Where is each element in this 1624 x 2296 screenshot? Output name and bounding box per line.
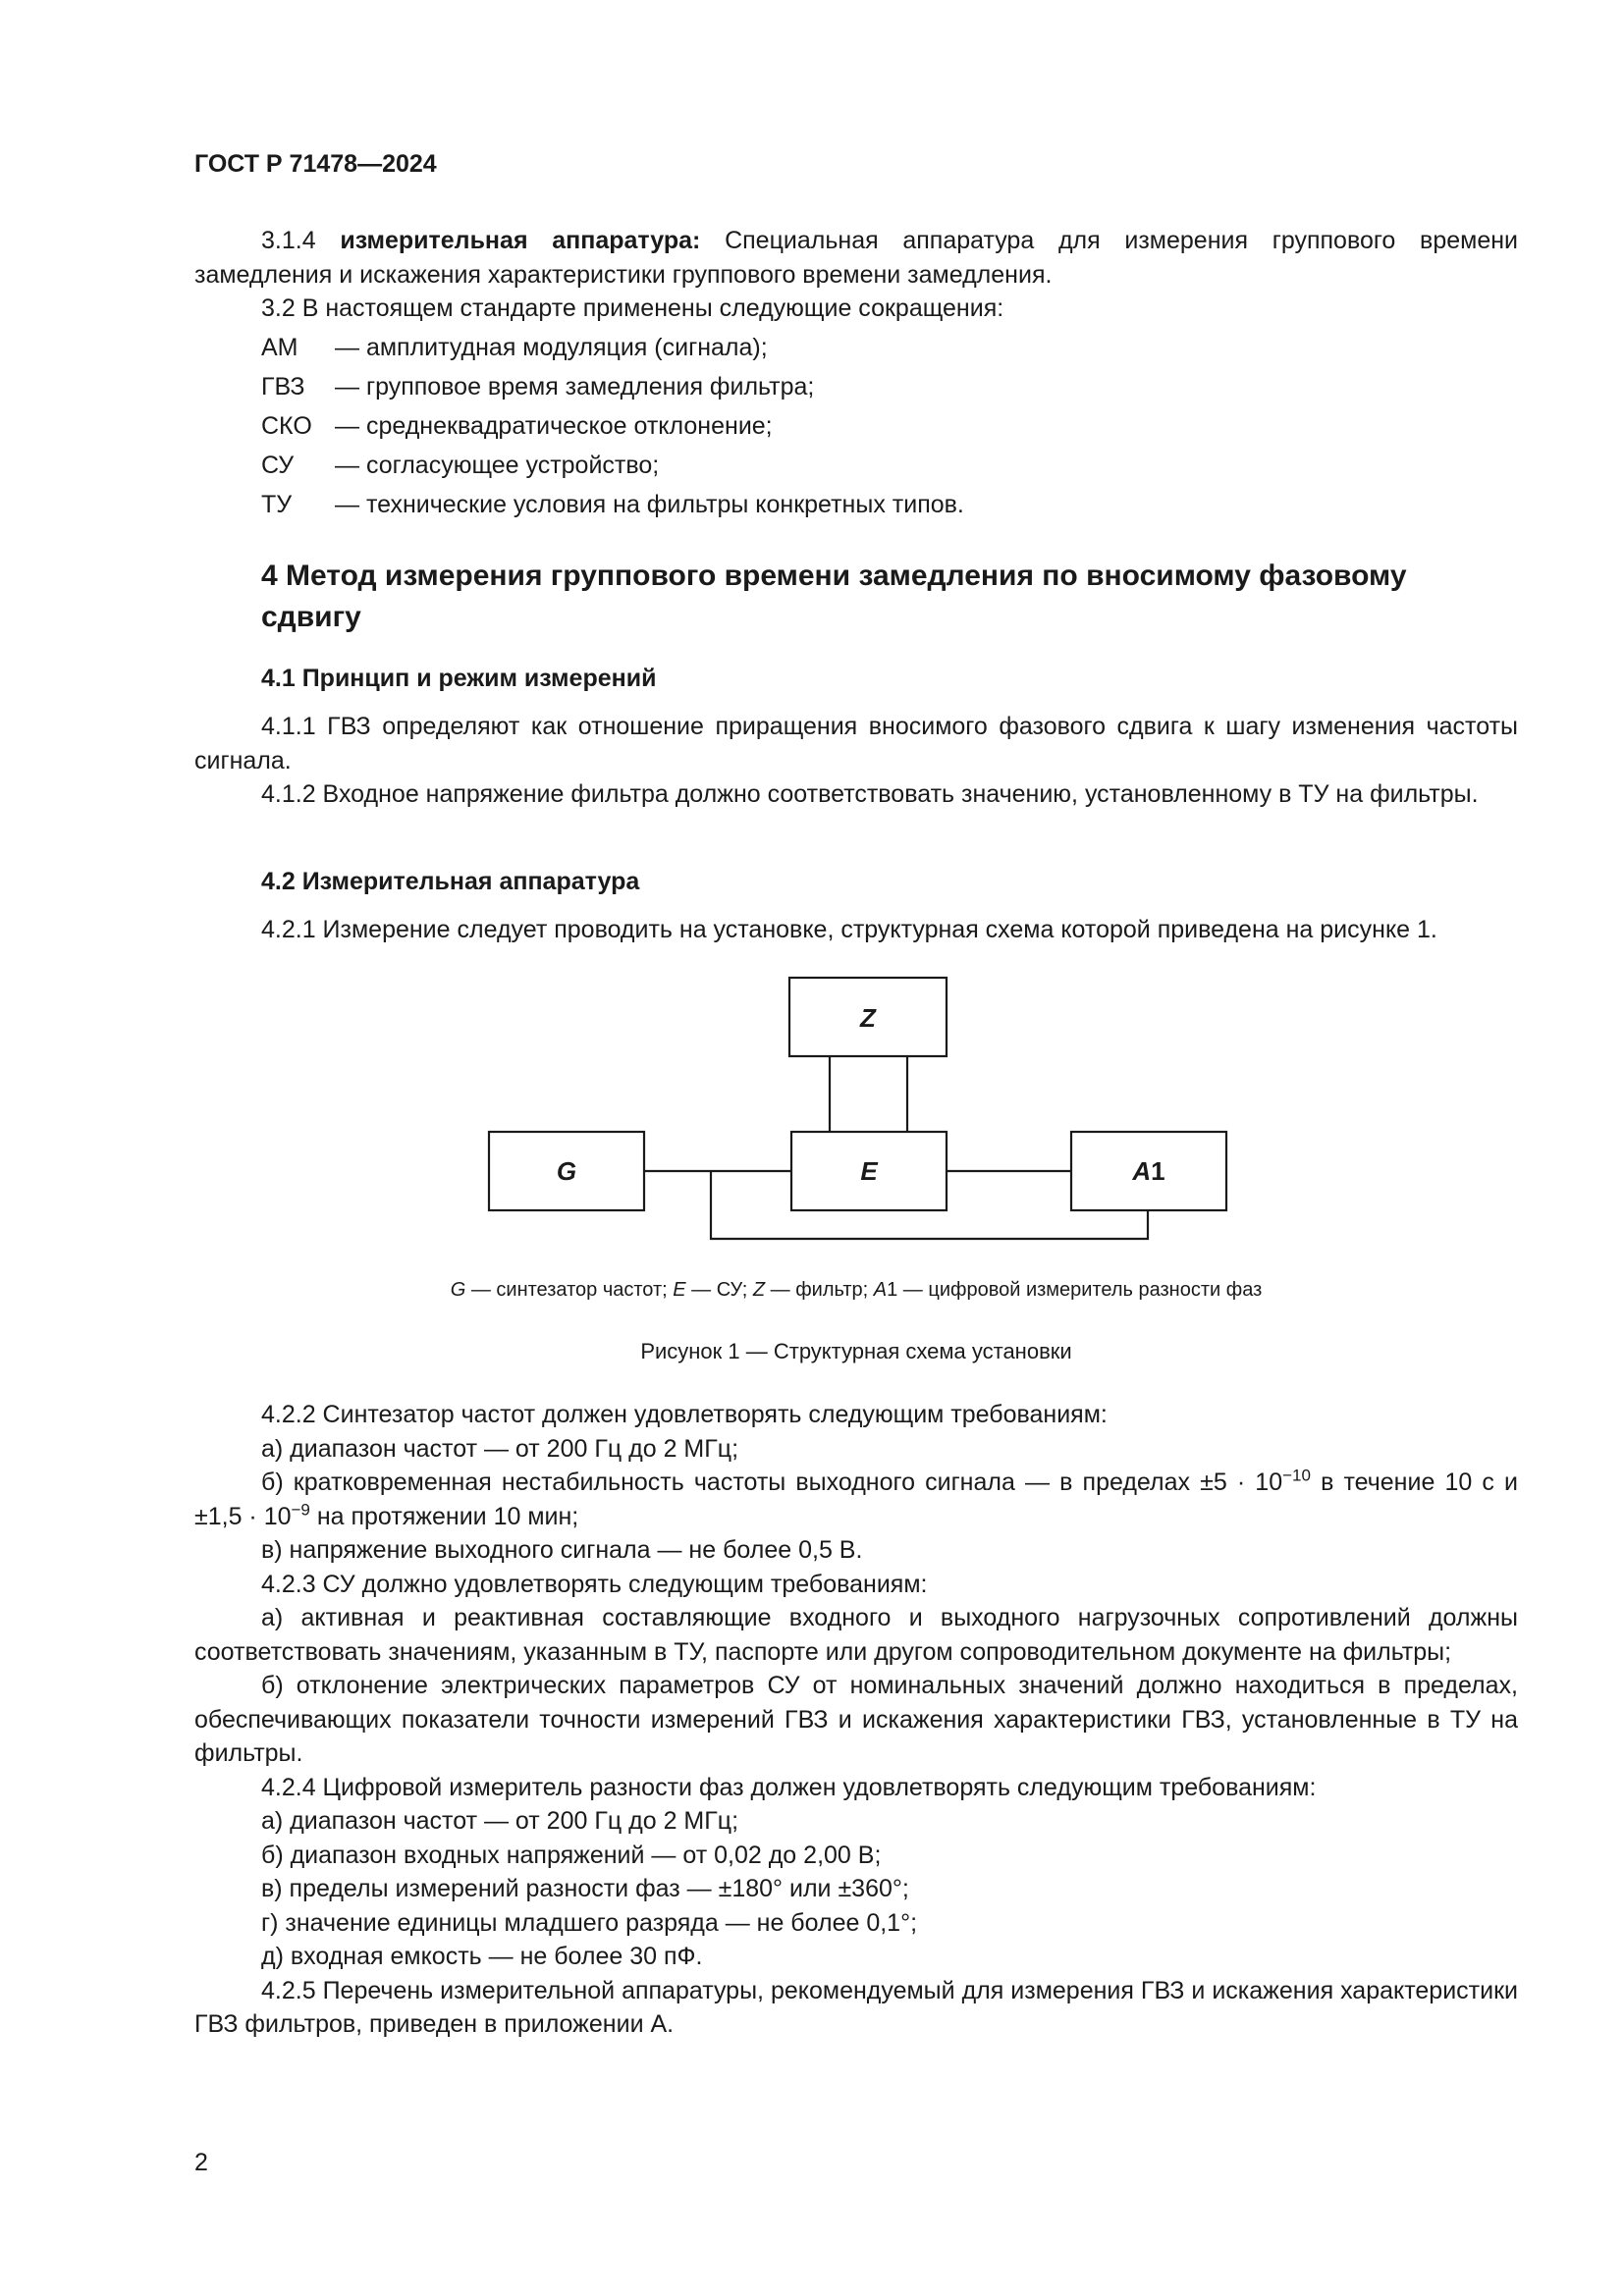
figure-caption: Рисунок 1 — Структурная схема установки: [640, 1339, 1072, 1363]
abbreviation-definition: — групповое время замедления фильтра;: [335, 373, 815, 400]
term-definition: Специальная аппаратура для измерения группового времени замедления и искажения характеристики группового времени замедления.: [194, 227, 1518, 289]
abbreviation-term: СУ: [261, 452, 295, 479]
abbreviation-term: СКО: [261, 412, 312, 440]
section-4-1-heading: 4.1 Принцип и режим измерений: [261, 665, 657, 692]
document-page: [194, 0, 1518, 2296]
item-4-2-3-a: а) активная и реактивная составляющие входного и выходного нагрузочных сопротивлений должны соответствовать значениям, указанным в ТУ, паспорте или другом сопроводительном документе на фильтры;: [194, 1604, 1518, 1666]
figure-legend: [194, 1279, 1518, 1302]
connection-bypass: [711, 1171, 1148, 1239]
abbreviation-term: ТУ: [261, 491, 293, 518]
block-diagram: [194, 972, 1518, 1256]
item-4-2-2-a: а) диапазон частот — от 200 Гц до 2 МГц;: [261, 1434, 739, 1463]
clause-4-1-2: 4.1.2 Входное напряжение фильтра должно соответствовать значению, установленному в ТУ на фильтры.: [261, 780, 1479, 808]
legend-a: A: [873, 1279, 888, 1301]
standard-designation: ГОСТ Р 71478—2024: [194, 150, 437, 178]
item-4-2-4-b: б) диапазон входных напряжений — от 0,02 до 2,00 В;: [261, 1841, 882, 1869]
item-text: б) кратковременная нестабильность частоты выходного сигнала — в пределах ±5 · 10: [261, 1468, 1283, 1496]
legend-g: G: [450, 1279, 466, 1301]
abbreviations-list: [261, 328, 964, 524]
abbreviation-row: [261, 446, 964, 485]
section-4-2-body: [194, 913, 1518, 947]
item-4-2-3-b: б) отклонение электрических параметров СУ от номинальных значений должно находиться в пределах, обеспечивающих показатели точности измерений ГВЗ и искажения характеристики ГВЗ, установленные в ТУ на фильтры.: [194, 1672, 1518, 1767]
block-a1-label: [1131, 1156, 1164, 1186]
item-text: на протяжении 10 мин;: [309, 1502, 579, 1530]
legend-g-def: — синтезатор частот;: [465, 1279, 674, 1301]
abbreviation-definition: — согласующее устройство;: [335, 452, 660, 479]
legend-z: Z: [752, 1279, 766, 1301]
abbreviation-row: [261, 485, 964, 524]
abbreviation-definition: — среднеквадратическое отклонение;: [335, 412, 773, 440]
clause-3-2: 3.2 В настоящем стандарте применены следующие сокращения:: [261, 294, 1004, 322]
exponent: −9: [291, 1500, 310, 1520]
clause-4-2-3: 4.2.3 СУ должно удовлетворять следующим требованиям:: [261, 1570, 928, 1598]
exponent: −10: [1282, 1466, 1311, 1485]
section-4-heading: 4 Метод измерения группового времени замедления по вносимому фазовому сдвигу: [261, 560, 1407, 633]
section-4-1-body: [194, 710, 1518, 812]
block-a1-digit: 1: [1151, 1156, 1165, 1186]
clause-number: 3.1.4: [261, 227, 341, 254]
block-a1-letter: A: [1132, 1156, 1152, 1186]
item-4-2-4-d: г) значение единицы младшего разряда — не более 0,1°;: [261, 1908, 918, 1937]
section-4-2-heading: 4.2 Измерительная аппаратура: [261, 868, 640, 895]
term: измерительная аппаратура:: [340, 227, 701, 254]
block-e-label: E: [860, 1156, 878, 1186]
block-z-label: Z: [860, 1003, 876, 1033]
legend-z-def: — фильтр;: [765, 1279, 874, 1301]
legend-e: E: [673, 1279, 686, 1301]
abbreviation-row: [261, 367, 964, 406]
legend-e-def: — СУ;: [685, 1279, 753, 1301]
abbreviation-term: ГВЗ: [261, 373, 305, 400]
abbreviation-term: АМ: [261, 334, 298, 361]
block-g-label: G: [556, 1156, 577, 1186]
clause-4-1-1: 4.1.1 ГВЗ определяют как отношение приращения вносимого фазового сдвига к шагу изменения частоты сигнала.: [194, 713, 1518, 774]
clause-3-1-4: [194, 224, 1518, 292]
abbreviation-definition: — амплитудная модуляция (сигнала);: [335, 334, 768, 361]
item-4-2-2-c: в) напряжение выходного сигнала — не более 0,5 В.: [261, 1536, 863, 1564]
abbreviation-row: [261, 328, 964, 367]
clause-4-2-4: 4.2.4 Цифровой измеритель разности фаз должен удовлетворять следующим требованиям:: [261, 1773, 1317, 1801]
section-3-definitions: [194, 224, 1518, 326]
item-4-2-2-b: [194, 1466, 1518, 1533]
item-4-2-4-c: в) пределы измерений разности фаз — ±180° или ±360°;: [261, 1875, 909, 1902]
item-text: в течение 10 с и ±1,5 · 10: [194, 1468, 1518, 1530]
clause-4-2-1: 4.2.1 Измерение следует проводить на установке, структурная схема которой приведена на рисунке 1.: [261, 916, 1437, 943]
section-4-2-requirements: [194, 1398, 1518, 2042]
page-number: 2: [194, 2149, 208, 2176]
legend-a-def: 1 — цифровой измеритель разности фаз: [887, 1279, 1263, 1301]
clause-4-2-5: 4.2.5 Перечень измерительной аппаратуры, рекомендуемый для измерения ГВЗ и искажения характеристики ГВЗ фильтров, приведен в приложении А.: [194, 1976, 1518, 2038]
abbreviation-row: [261, 406, 964, 446]
clause-4-2-2: 4.2.2 Синтезатор частот должен удовлетворять следующим требованиям:: [261, 1401, 1108, 1428]
item-4-2-4-e: д) входная емкость — не более 30 пФ.: [261, 1943, 703, 1970]
abbreviation-definition: — технические условия на фильтры конкретных типов.: [335, 491, 964, 518]
item-4-2-4-a: а) диапазон частот — от 200 Гц до 2 МГц;: [261, 1807, 739, 1835]
